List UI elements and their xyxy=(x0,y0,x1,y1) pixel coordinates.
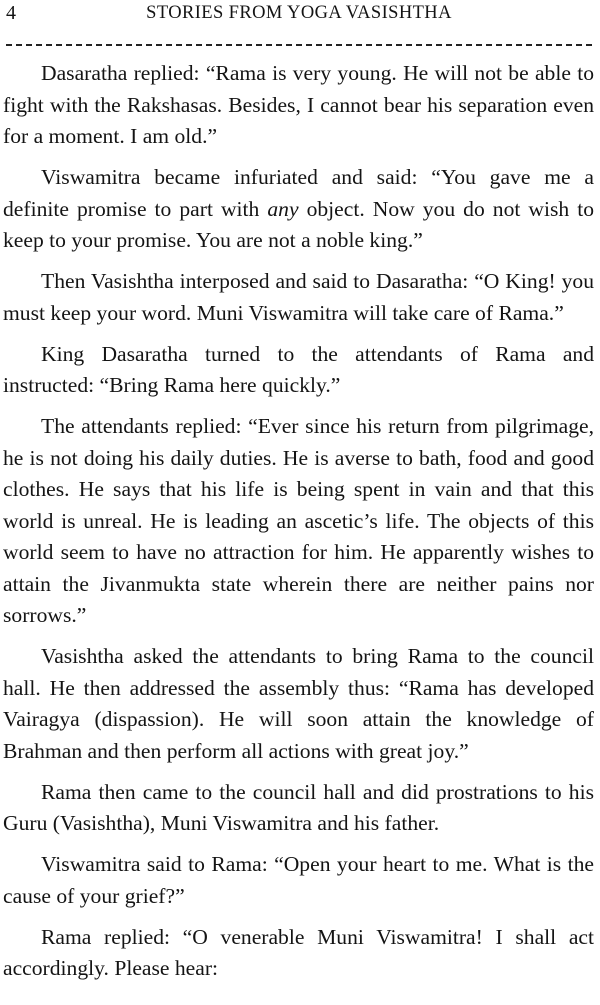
paragraph-6: Vasishtha asked the attendants to bring Rama to the council hall. He then addressed the assembly thus: “Rama has developed Vairagya (dispassion). He will soon attain the knowledge of Brahman and then perform all actions with great joy.” xyxy=(3,644,594,763)
paragraph-8: Viswamitra said to Rama: “Open your heart to me. What is the cause of your grief?” xyxy=(3,852,594,908)
paragraph-5: The attendants replied: “Ever since his return from pilgrimage, he is not doing his daily duties. He is averse to bath, food and good clothes. He says that his life is being spent in vain and that this world is unreal. He is leading an ascetic’s life. The objects of this world seem to have no attraction for him. He apparently wishes to attain the Jivanmukta state wherein there are neither pains nor sorrows.” xyxy=(3,414,594,627)
paragraph-1: Dasaratha replied: “Rama is very young. He will not be able to fight with the Rakshasas. Besides, I cannot bear his separation even for a moment. I am old.” xyxy=(3,61,594,148)
page-header xyxy=(6,0,592,30)
page-number: 4 xyxy=(6,2,16,24)
paragraph-4: King Dasaratha turned to the attendants of Rama and instructed: “Bring Rama here quickly.” xyxy=(3,341,594,397)
paragraph-2 xyxy=(3,162,594,257)
paragraph-2-text-before: Viswamitra became infuriated and said: “You gave me a definite promise to part with xyxy=(3,165,594,221)
paragraph-2-text-after: object. Now you do not wish to keep to your promise. You are not a noble king.” xyxy=(3,196,594,252)
page-body xyxy=(3,58,594,994)
running-title: STORIES FROM YOGA VASISHTHA xyxy=(146,3,452,23)
paragraph-9: Rama replied: “O venerable Muni Viswamitra! I shall act accordingly. Please hear: xyxy=(3,924,594,980)
header-divider xyxy=(6,44,592,46)
paragraph-3: Then Vasishtha interposed and said to Dasaratha: “O King! you must keep your word. Muni Viswamitra will take care of Rama.” xyxy=(3,269,594,325)
paragraph-7: Rama then came to the council hall and did prostrations to his Guru (Vasishtha), Muni Viswamitra and his father. xyxy=(3,779,594,835)
paragraph-2-emphasis: any xyxy=(267,196,299,221)
